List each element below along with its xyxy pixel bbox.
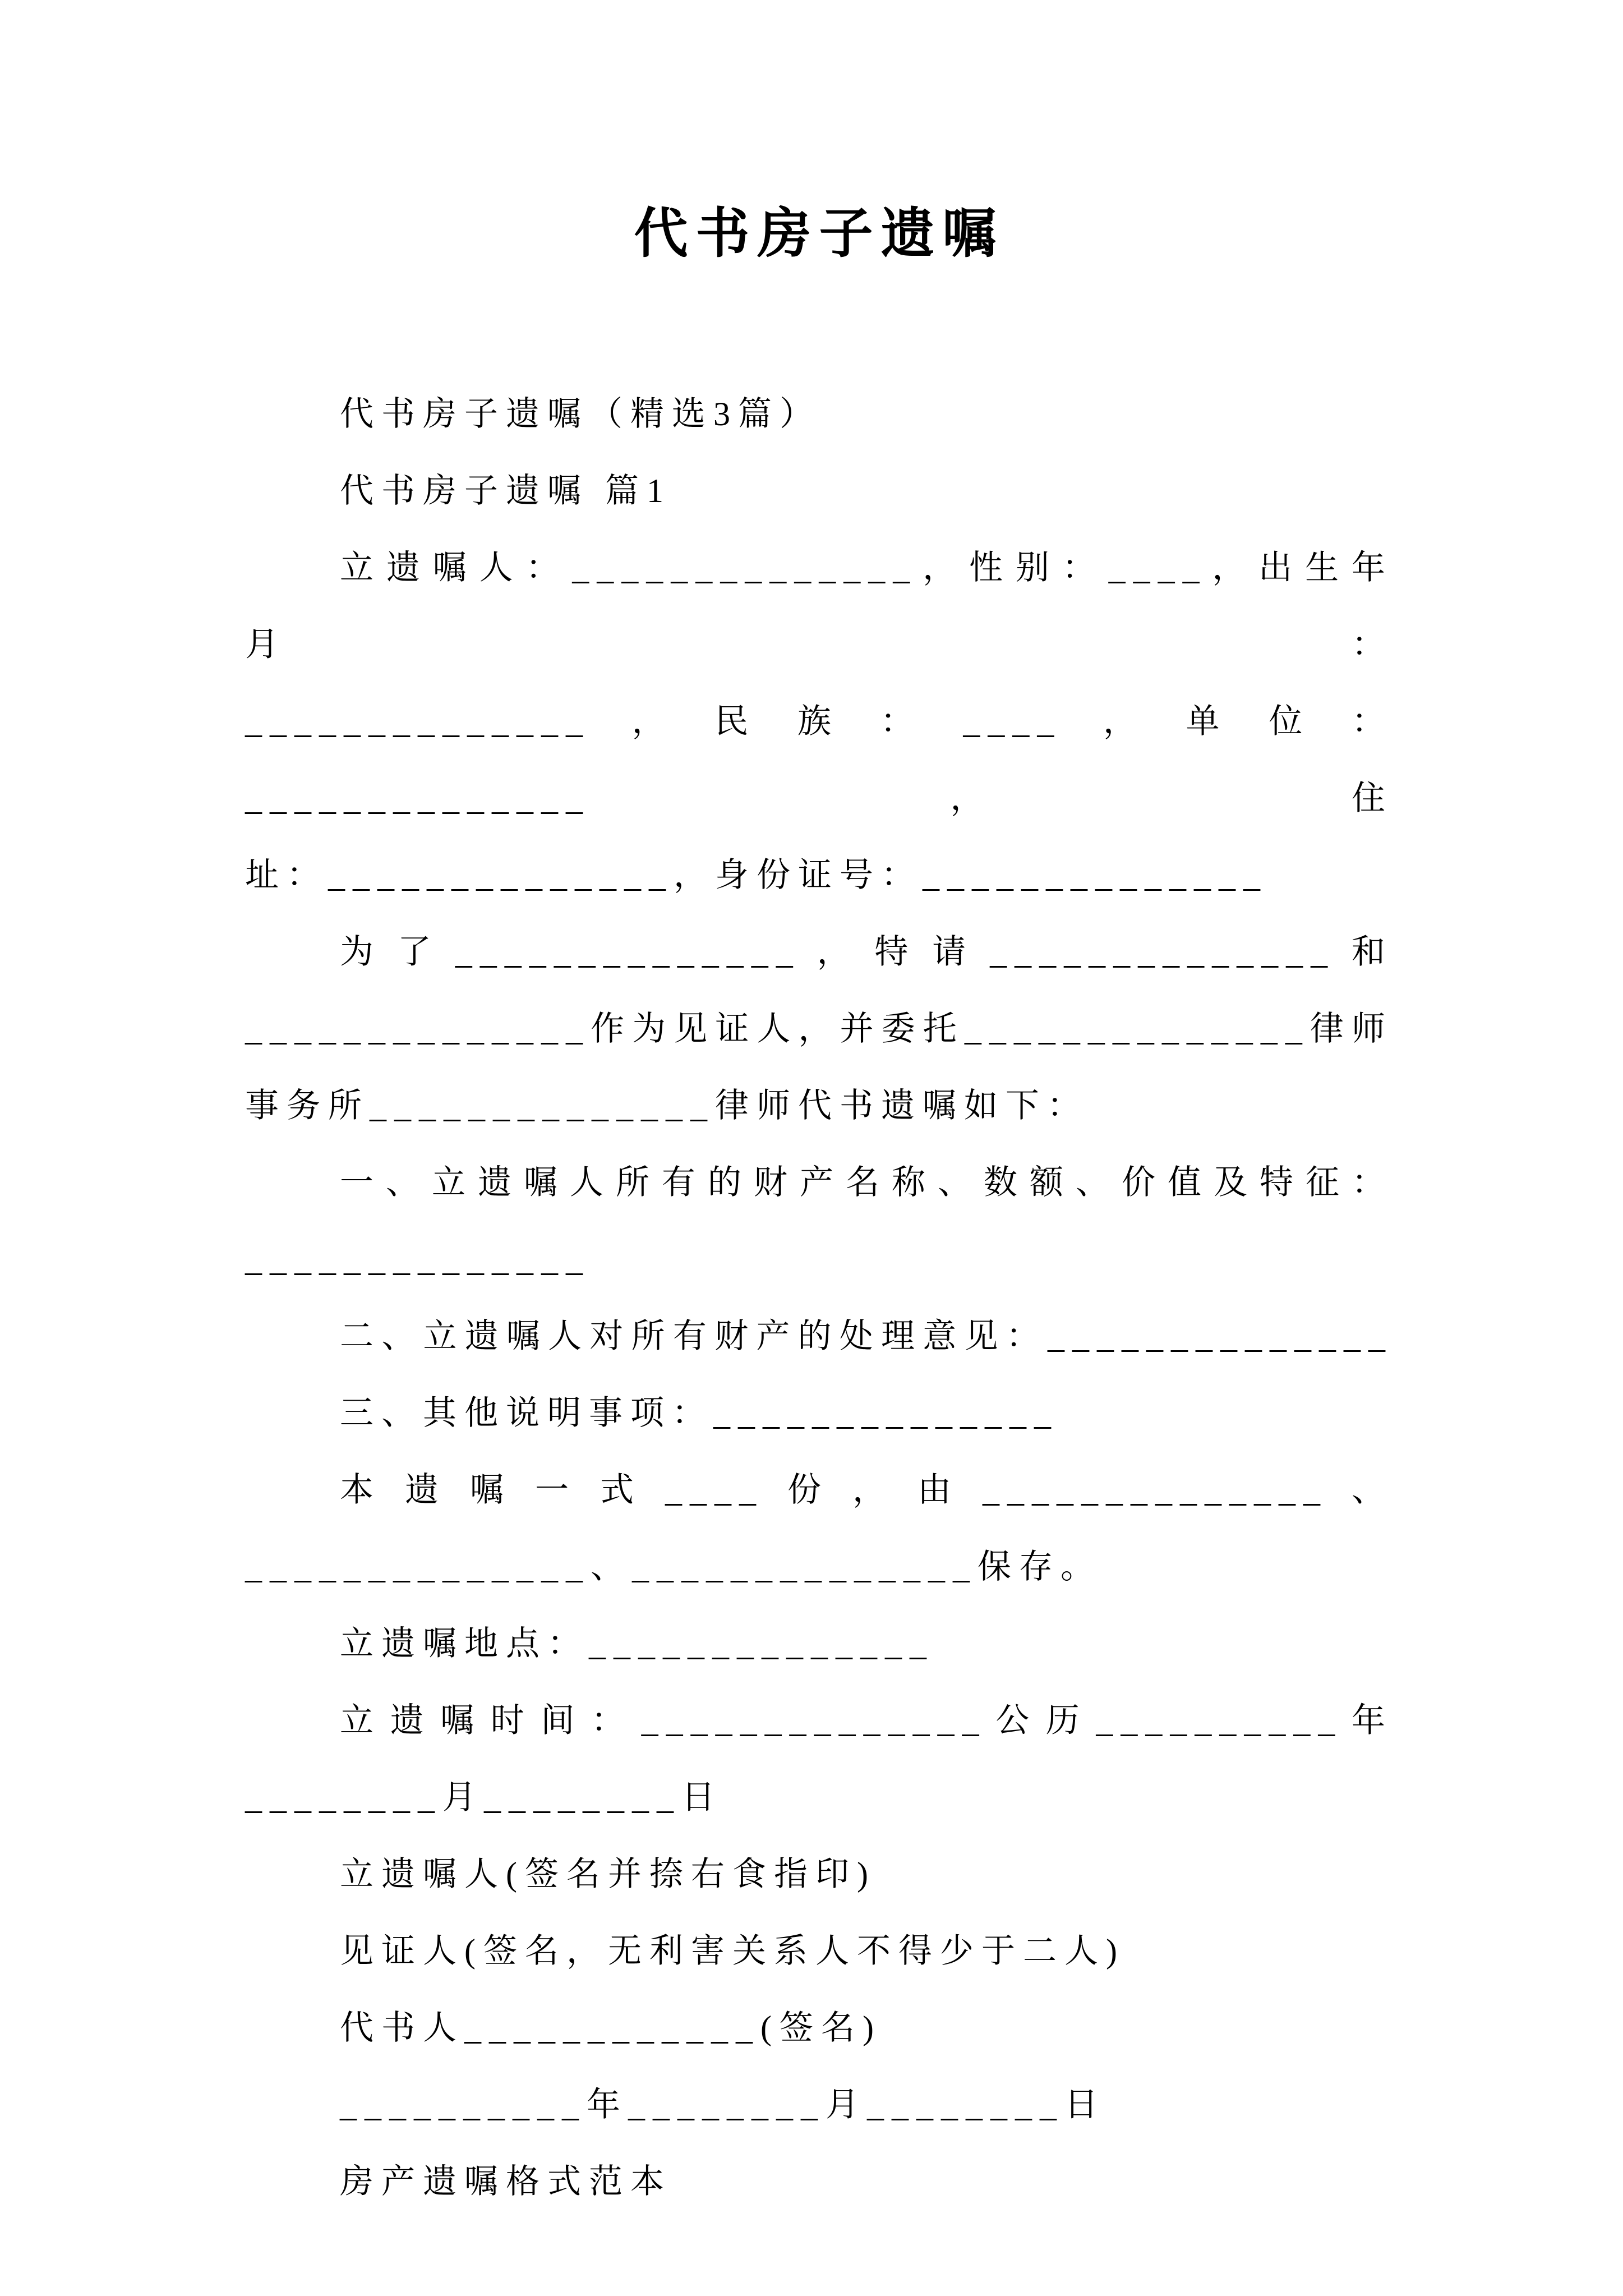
- document-line: 三、其他说明事项：______________: [340, 1395, 1059, 1432]
- document-line: 立遗嘱人(签名并捺右食指印): [340, 1856, 876, 1893]
- document-line: 事务所______________律师代书遗嘱如下：: [245, 1087, 1089, 1124]
- document-line: ______________: [245, 1241, 591, 1278]
- document-line: 代书房子遗嘱 篇1: [340, 472, 671, 509]
- document-line: ______________，民族：____，单位：______________，住: [245, 703, 1393, 817]
- document-line: 本遗嘱一式____份，由______________、: [340, 1471, 1393, 1508]
- document-line: 代书人____________(签名): [340, 2009, 882, 2046]
- document-line: ______________作为见证人，并委托______________律师: [245, 1010, 1393, 1047]
- document-line: ________月________日: [245, 1779, 723, 1816]
- document-line: 二、立遗嘱人对所有财产的处理意见：______________: [340, 1318, 1393, 1355]
- document-line: __________年________月________日: [340, 2086, 1106, 2123]
- document-line: 址：______________，身份证号：______________: [245, 857, 1268, 894]
- document-line: 代书房子遗嘱（精选3篇）: [340, 395, 821, 432]
- document-line: 为了______________，特请______________和: [340, 933, 1393, 970]
- document-line: 立遗嘱时间：______________公历__________年: [340, 1702, 1393, 1739]
- document-title: 代书房子遗嘱: [634, 204, 1004, 264]
- document-line: 立遗嘱地点：______________: [340, 1625, 934, 1662]
- document-line: 一、立遗嘱人所有的财产名称、数额、价值及特征：: [340, 1164, 1393, 1201]
- document-line: 见证人(签名，无利害关系人不得少于二人): [340, 1932, 1125, 1970]
- document-line: 立遗嘱人：______________，性别：____，出生年月：: [245, 549, 1393, 663]
- document-line: ______________、______________保存。: [245, 1548, 1102, 1585]
- document-line: 房产遗嘱格式范本: [340, 2163, 672, 2200]
- document-body: [245, 376, 1393, 2220]
